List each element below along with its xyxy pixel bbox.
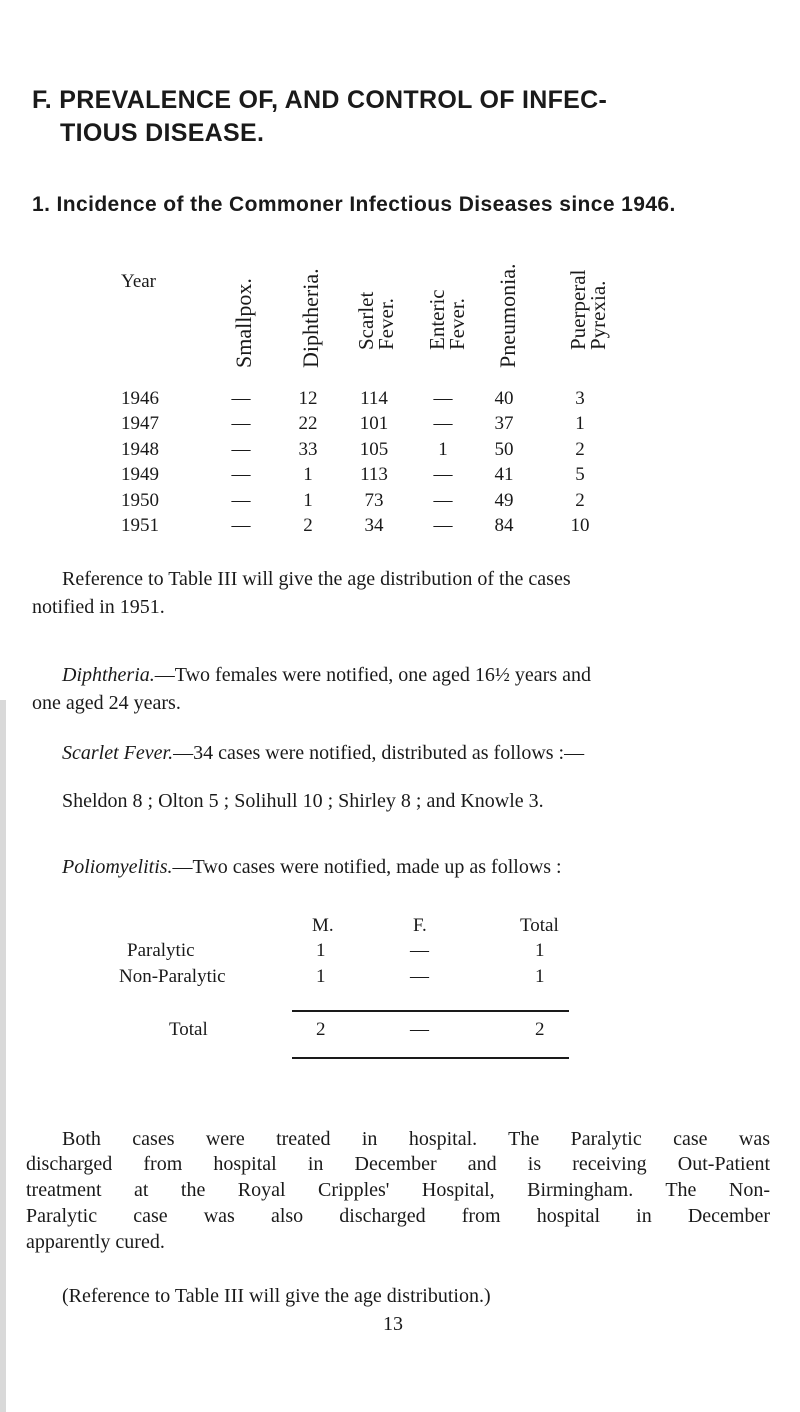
incidence-value-cell: 2	[575, 489, 585, 511]
incidence-year-cell: 1947	[121, 413, 159, 435]
incidence-value-cell: 1	[303, 489, 313, 511]
incidence-value-cell: 33	[298, 438, 318, 460]
polio-paragraph: Poliomyelitis.—Two cases were notified, made up as follows :	[62, 856, 562, 878]
incidence-value-cell: —	[433, 489, 453, 511]
incidence-value-cell: 1	[575, 413, 585, 435]
incidence-value-cell: 12	[298, 388, 318, 409]
both-cases-line-3: treatment at the Royal Cripples' Hospital, Birmingham. The Non-	[26, 1179, 770, 1201]
polio-cell: 1	[316, 940, 326, 961]
polio-title: Poliomyelitis.	[62, 856, 173, 878]
incidence-value-cell: 34	[364, 515, 384, 536]
polio-cell: 1	[535, 940, 545, 961]
both-cases-line-2: discharged from hospital in December and is receiving Out-Patient	[26, 1153, 770, 1175]
incidence-value-cell: 37	[494, 413, 514, 435]
incidence-value-cell: 10	[570, 515, 590, 536]
polio-total-label: Total	[169, 1019, 208, 1040]
incidence-value-cell: —	[231, 438, 251, 460]
scarlet-line-2: Sheldon 8 ; Olton 5 ; Solihull 10 ; Shirley 8 ; and Knowle 3.	[62, 790, 544, 812]
incidence-value-cell: —	[231, 413, 251, 435]
incidence-value-cell: 2	[575, 438, 585, 460]
section-heading-line-1: F. PREVALENCE OF, AND CONTROL OF INFEC-	[32, 86, 608, 114]
incidence-value-cell: —	[433, 388, 453, 409]
year-header: Year	[121, 271, 157, 292]
incidence-year-cell: 1951	[121, 515, 159, 536]
diphtheria-line-2: one aged 24 years.	[32, 692, 181, 714]
incidence-year-cell: 1949	[121, 464, 159, 486]
polio-header-total: Total	[520, 915, 559, 936]
section-heading-line-2: TIOUS DISEASE.	[60, 119, 265, 147]
polio-total-cell: 2	[316, 1019, 326, 1040]
incidence-value-cell: —	[433, 413, 453, 435]
incidence-value-cell: 3	[575, 388, 585, 409]
incidence-value-cell: 22	[298, 413, 318, 435]
scarlet-title: Scarlet Fever.	[62, 742, 174, 764]
polio-cell: 1	[316, 966, 326, 987]
scarlet-line-1: Scarlet Fever.—34 cases were notified, distributed as follows :—	[62, 742, 585, 764]
incidence-year-cell: 1946	[121, 388, 159, 409]
incidence-value-cell: 113	[360, 464, 388, 486]
incidence-value-cell: 40	[494, 388, 514, 409]
incidence-value-cell: —	[433, 464, 453, 486]
both-cases-line-1: Both cases were treated in hospital. The Paralytic case was	[62, 1128, 770, 1150]
incidence-value-cell: 41	[494, 464, 514, 486]
subsection-heading: 1. Incidence of the Commoner Infectious Diseases since 1946.	[32, 193, 676, 216]
polio-header-m: M.	[312, 915, 334, 936]
incidence-value-cell: —	[231, 515, 251, 536]
incidence-value-cell: 101	[359, 413, 389, 435]
polio-cell: 1	[535, 966, 545, 987]
both-cases-line-4: Paralytic case was also discharged from hospital in December	[26, 1205, 770, 1227]
incidence-value-cell: —	[231, 388, 251, 409]
reference-line-1: Reference to Table III will give the age distribution of the cases	[62, 568, 571, 590]
incidence-value-cell: —	[231, 489, 251, 511]
polio-cell: —	[410, 966, 429, 987]
incidence-value-cell: —	[231, 464, 251, 486]
polio-row-label: Paralytic	[127, 940, 195, 961]
polio-total-cell: 2	[535, 1019, 545, 1040]
incidence-year-cell: 1950	[121, 489, 159, 511]
reference-note: (Reference to Table III will give the age distribution.)	[62, 1285, 491, 1307]
incidence-value-cell: 114	[360, 388, 388, 409]
both-cases-line-5: apparently cured.	[26, 1231, 165, 1253]
polio-row-label: Non-Paralytic	[119, 966, 226, 987]
incidence-value-cell: 84	[494, 515, 514, 536]
incidence-year-cell: 1948	[121, 438, 159, 460]
incidence-value-cell: 1	[438, 438, 448, 460]
diphtheria-line-1: Diphtheria.—Two females were notified, one aged 16½ years and	[62, 664, 592, 686]
incidence-value-cell: 105	[359, 438, 389, 460]
reference-line-2: notified in 1951.	[32, 596, 165, 618]
incidence-value-cell: 73	[364, 489, 384, 511]
incidence-value-cell: 49	[494, 489, 514, 511]
incidence-value-cell: 5	[575, 464, 585, 486]
incidence-value-cell: 50	[494, 438, 514, 460]
incidence-value-cell: —	[433, 515, 453, 536]
polio-cell: —	[410, 940, 429, 961]
diphtheria-title: Diphtheria.	[62, 664, 155, 686]
page-number: 13	[383, 1313, 403, 1335]
incidence-value-cell: 2	[303, 515, 313, 536]
polio-total-cell: —	[410, 1019, 429, 1040]
polio-header-f: F.	[413, 915, 427, 936]
incidence-table: Year Smallpox. Diphtheria. Scarlet Fever. Enteric Fever. Pneumonia. Puerperal Pyrexia. 1946 — 12 114 — 40 3 1947 — 22 101 — 37 1 1948 — 33 105 1 50 2 1949 — 1 113 — 41 5 1950 — 1 73 — 49 2 1951 — 2 34 — 84 10	[121, 263, 610, 536]
incidence-value-cell: 1	[303, 464, 313, 486]
